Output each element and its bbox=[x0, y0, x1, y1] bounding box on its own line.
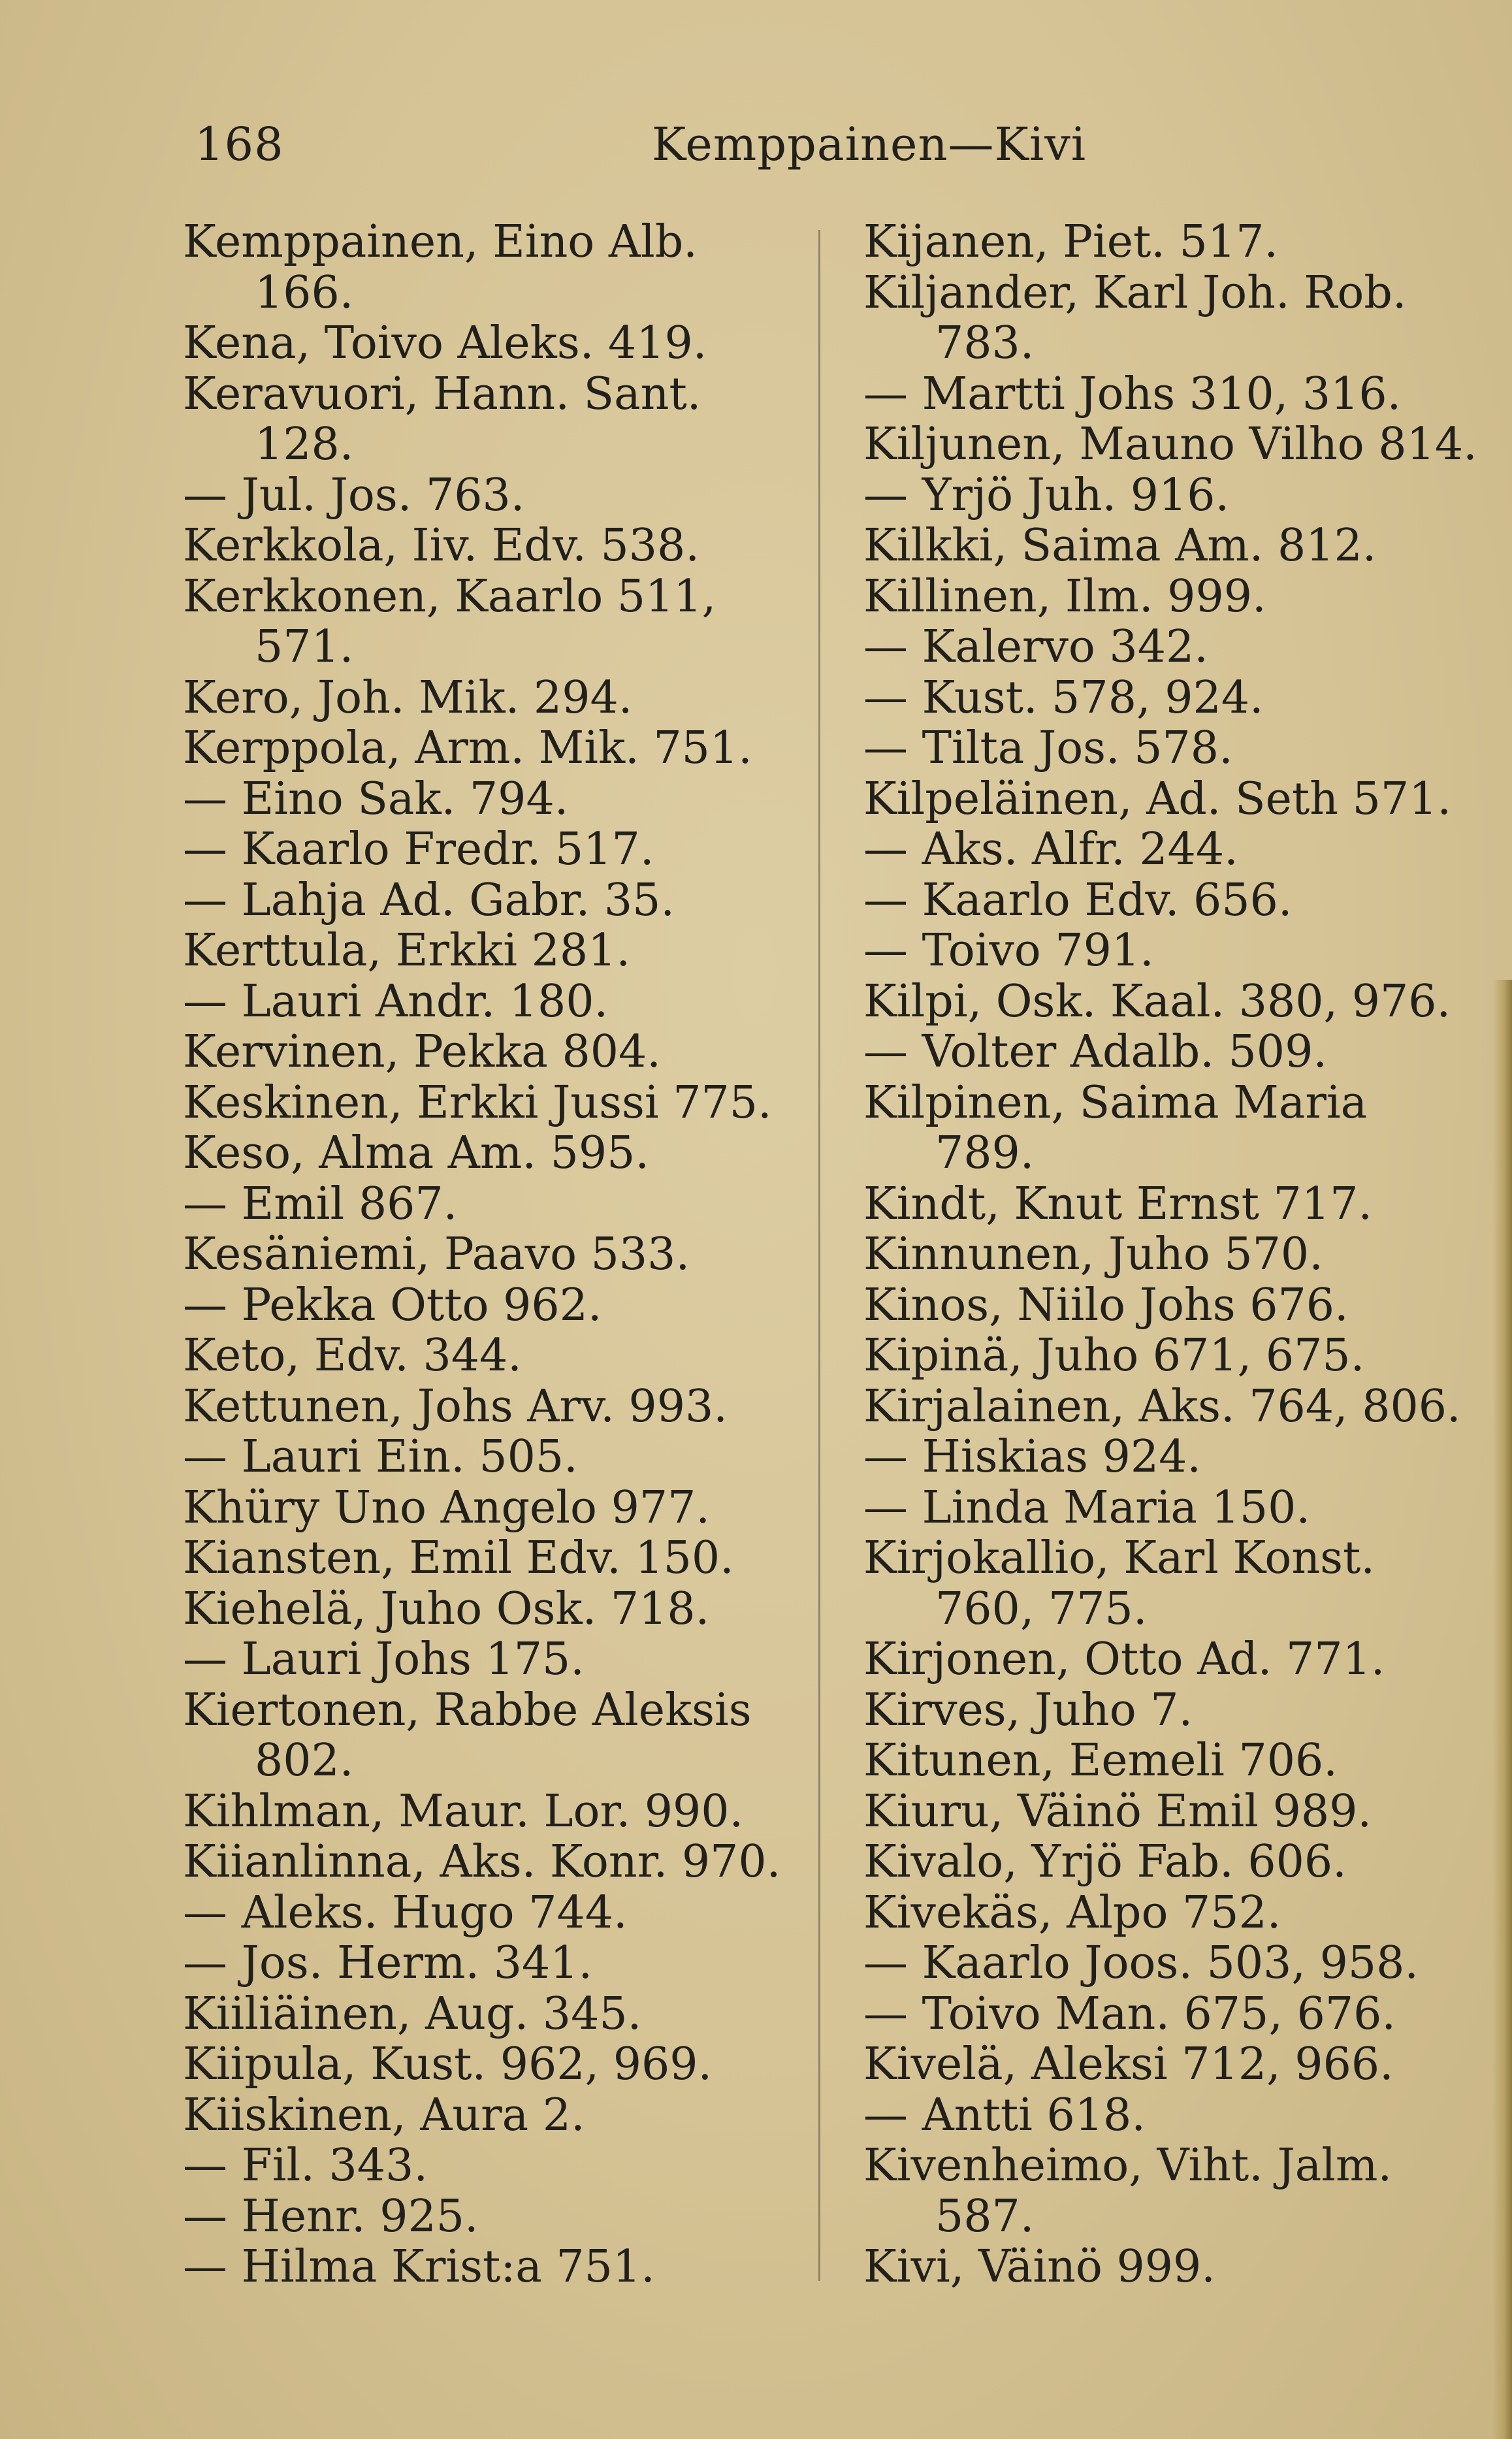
index-entry: — Kaarlo Joos. 503, 958. bbox=[863, 1937, 1419, 1989]
index-entry-continuation: 789. bbox=[935, 1127, 1035, 1179]
index-entry: Killinen, Ilm. 999. bbox=[863, 570, 1266, 622]
index-entry: — Lauri Andr. 180. bbox=[183, 975, 609, 1027]
index-entry: — Pekka Otto 962. bbox=[183, 1279, 602, 1331]
index-entry: Kettunen, Johs Arv. 993. bbox=[183, 1380, 728, 1432]
left-column bbox=[183, 217, 797, 2293]
index-entry: Keravuori, Hann. Sant. bbox=[183, 368, 701, 420]
page-number: 168 bbox=[195, 118, 284, 171]
index-entry: — Yrjö Juh. 916. bbox=[863, 469, 1230, 521]
index-entry: Kiertonen, Rabbe Aleksis bbox=[183, 1684, 752, 1736]
index-entry: Kiiliäinen, Aug. 345. bbox=[183, 1988, 642, 2040]
index-entry: Kerppola, Arm. Mik. 751. bbox=[183, 722, 752, 774]
index-entry-continuation: 166. bbox=[255, 267, 354, 319]
index-entry: Kerkkola, Iiv. Edv. 538. bbox=[183, 520, 700, 572]
column-divider bbox=[818, 230, 820, 2281]
index-entry: — Jos. Herm. 341. bbox=[183, 1937, 593, 1989]
index-entry: — Lauri Johs 175. bbox=[183, 1634, 585, 1685]
index-entry: Kivenheimo, Viht. Jalm. bbox=[863, 2140, 1392, 2191]
index-entry: Khüry Uno Angelo 977. bbox=[183, 1481, 710, 1534]
index-entry: — Martti Johs 310, 316. bbox=[863, 368, 1402, 420]
index-entry: Keso, Alma Am. 595. bbox=[183, 1127, 649, 1179]
index-entry: Kiiskinen, Aura 2. bbox=[183, 2089, 585, 2141]
index-entry: Kirves, Juho 7. bbox=[863, 1684, 1193, 1736]
index-entry: Kero, Joh. Mik. 294. bbox=[183, 671, 633, 724]
index-entry: Keto, Edv. 344. bbox=[183, 1330, 522, 1381]
index-entry: Kiljander, Karl Joh. Rob. bbox=[863, 267, 1407, 319]
index-entry: Kivelä, Aleksi 712, 966. bbox=[863, 2039, 1394, 2090]
index-entry: Kilpinen, Saima Maria bbox=[863, 1076, 1368, 1129]
index-entry: — Hilma Krist:a 751. bbox=[183, 2241, 655, 2293]
index-entry: Kiehelä, Juho Osk. 718. bbox=[183, 1583, 710, 1635]
index-entry: — Antti 618. bbox=[863, 2089, 1146, 2141]
index-entry: Kiljunen, Mauno Vilho 814. bbox=[863, 419, 1477, 470]
index-entry: Kirjokallio, Karl Konst. bbox=[863, 1532, 1375, 1584]
index-entry: — Jul. Jos. 763. bbox=[183, 469, 525, 521]
index-entry: Kilpeläinen, Ad. Seth 571. bbox=[863, 773, 1452, 825]
index-entry: — Emil 867. bbox=[183, 1178, 458, 1230]
index-entry: — Kust. 578, 924. bbox=[863, 671, 1264, 724]
index-entry: Kiansten, Emil Edv. 150. bbox=[183, 1532, 734, 1584]
index-entry: Kemppainen, Eino Alb. bbox=[183, 216, 698, 268]
index-entry: Kiuru, Väinö Emil 989. bbox=[863, 1785, 1372, 1837]
index-entry: Kirjonen, Otto Ad. 771. bbox=[863, 1634, 1385, 1685]
index-entry: Kivi, Väinö 999. bbox=[863, 2241, 1215, 2293]
index-entry: Kesäniemi, Paavo 533. bbox=[183, 1229, 690, 1280]
index-entry: — Lahja Ad. Gabr. 35. bbox=[183, 874, 675, 926]
page-edge-shading bbox=[1492, 980, 1512, 2439]
index-entry: Kena, Toivo Aleks. 419. bbox=[183, 317, 707, 369]
index-entry-continuation: 802. bbox=[255, 1735, 354, 1786]
index-entry: — Aleks. Hugo 744. bbox=[183, 1886, 628, 1939]
index-entry: — Linda Maria 150. bbox=[863, 1481, 1310, 1534]
index-entry: — Kaarlo Edv. 656. bbox=[863, 874, 1293, 926]
index-entry: Kilpi, Osk. Kaal. 380, 976. bbox=[863, 975, 1451, 1027]
index-entry: Kijanen, Piet. 517. bbox=[863, 216, 1278, 268]
index-entry: — Hiskias 924. bbox=[863, 1431, 1201, 1483]
running-head: Kemppainen—Kivi bbox=[652, 118, 1087, 171]
index-entry: Kinos, Niilo Johs 676. bbox=[863, 1279, 1349, 1331]
index-entry-continuation: 128. bbox=[255, 419, 354, 470]
index-entry: — Henr. 925. bbox=[183, 2190, 479, 2242]
index-entry: Kihlman, Maur. Lor. 990. bbox=[183, 1785, 744, 1837]
index-entry: Kiianlinna, Aks. Konr. 970. bbox=[183, 1836, 781, 1888]
index-entry: Kinnunen, Juho 570. bbox=[863, 1229, 1323, 1280]
index-entry: — Tilta Jos. 578. bbox=[863, 722, 1233, 774]
index-entry: Kirjalainen, Aks. 764, 806. bbox=[863, 1380, 1461, 1432]
index-entry: Kiipula, Kust. 962, 969. bbox=[183, 2039, 713, 2090]
index-entry: Kerttula, Erkki 281. bbox=[183, 925, 631, 977]
index-entry-continuation: 587. bbox=[935, 2190, 1035, 2242]
index-entry: — Eino Sak. 794. bbox=[183, 773, 569, 825]
index-entry: Kilkki, Saima Am. 812. bbox=[863, 520, 1377, 572]
index-entry-continuation: 783. bbox=[935, 317, 1035, 369]
index-entry: Kindt, Knut Ernst 717. bbox=[863, 1178, 1372, 1230]
index-entry: Kerkkonen, Kaarlo 511, bbox=[183, 570, 716, 622]
index-entry: Kitunen, Eemeli 706. bbox=[863, 1735, 1338, 1786]
index-entry: — Fil. 343. bbox=[183, 2140, 428, 2191]
index-entry: — Toivo Man. 675, 676. bbox=[863, 1988, 1396, 2040]
index-entry: — Lauri Ein. 505. bbox=[183, 1431, 578, 1483]
right-column bbox=[863, 217, 1490, 2293]
index-entry: Kivalo, Yrjö Fab. 606. bbox=[863, 1836, 1347, 1888]
index-entry-continuation: 571. bbox=[255, 621, 354, 673]
index-entry: — Aks. Alfr. 244. bbox=[863, 824, 1238, 875]
index-entry: Kivekäs, Alpo 752. bbox=[863, 1886, 1281, 1939]
index-entry: Kervinen, Pekka 804. bbox=[183, 1026, 661, 1078]
index-entry: Kipinä, Juho 671, 675. bbox=[863, 1330, 1365, 1381]
index-entry: — Toivo 791. bbox=[863, 925, 1154, 977]
index-entry-continuation: 760, 775. bbox=[935, 1583, 1148, 1635]
index-entry: — Kaarlo Fredr. 517. bbox=[183, 824, 654, 875]
index-entry: — Kalervo 342. bbox=[863, 621, 1208, 673]
index-entry: Keskinen, Erkki Jussi 775. bbox=[183, 1076, 772, 1129]
index-entry: — Volter Adalb. 509. bbox=[863, 1026, 1327, 1078]
